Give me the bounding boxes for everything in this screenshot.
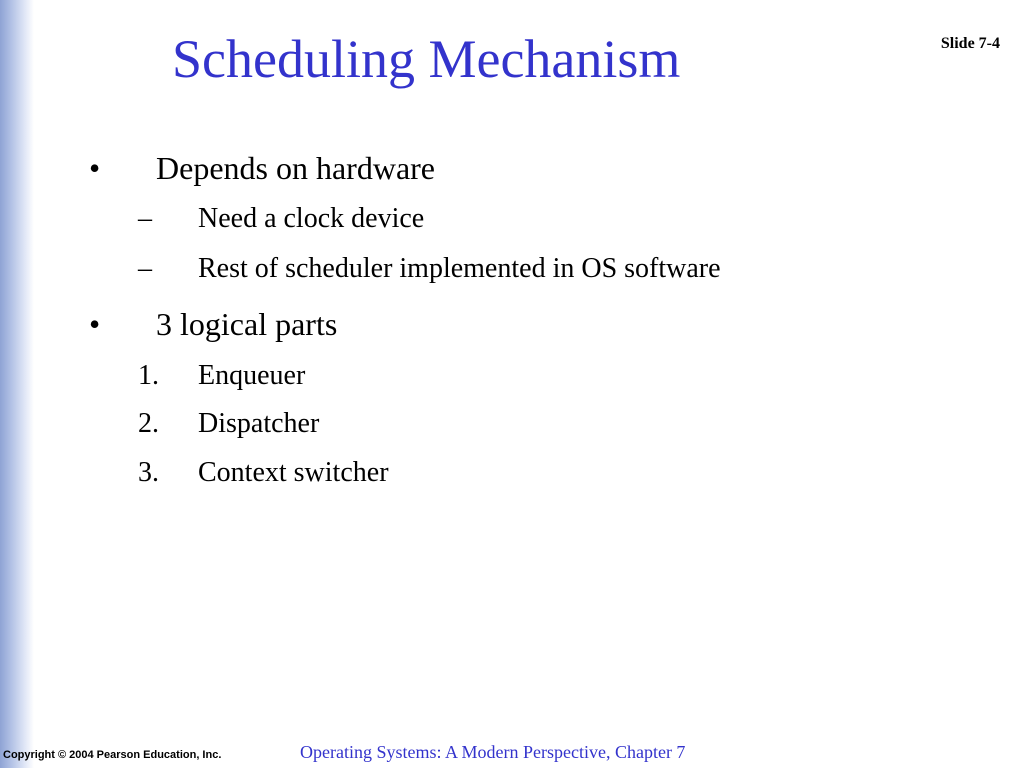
number-marker: 2. [138,408,159,439]
slide-number: Slide 7-4 [940,35,1000,52]
dash-marker: – [138,253,152,284]
copyright-notice: Copyright © 2004 Pearson Education, Inc. [3,749,222,761]
dash-marker: – [138,203,152,234]
bullet-text: Depends on hardware [156,150,435,186]
number-marker: 1. [138,360,159,391]
bullet-marker: • [89,306,101,342]
number-marker: 3. [138,457,159,488]
numbered-item-text: Dispatcher [198,408,320,439]
book-title-footer: Operating Systems: A Modern Perspective, Chapter 7 [300,742,686,762]
numbered-item-text: Context switcher [198,457,389,488]
sub-item-text: Need a clock device [198,203,425,234]
bullet-marker: • [89,150,101,186]
sub-item-text: Rest of scheduler implemented in OS software [198,253,721,284]
side-gradient-bar [0,0,34,768]
bullet-text: 3 logical parts [156,306,338,342]
slide-title: Scheduling Mechanism [172,29,681,89]
numbered-item-text: Enqueuer [198,360,306,391]
